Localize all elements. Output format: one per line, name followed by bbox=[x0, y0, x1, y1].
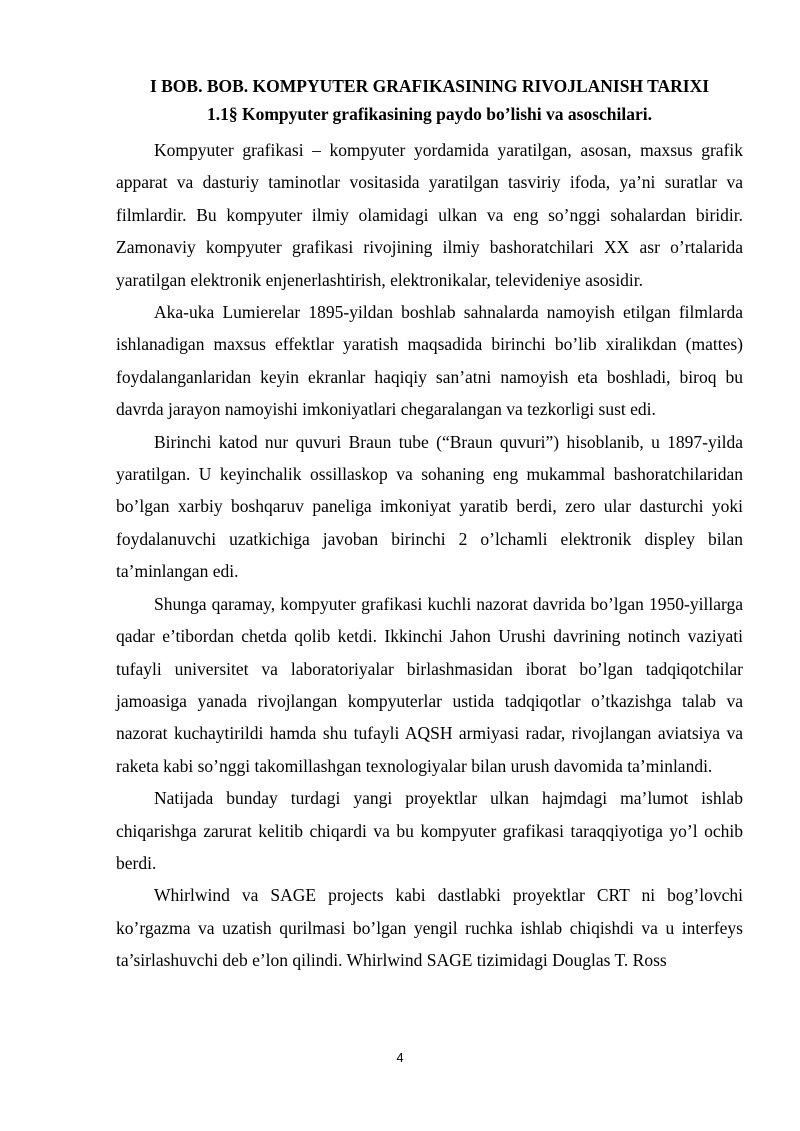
section-title: 1.1§ Kompyuter grafikasining paydo bo’lishi va asoschilari. bbox=[206, 104, 653, 124]
body-paragraph-1: Kompyuter grafikasi – kompyuter yordamida yaratilgan, asosan, maxsus grafik apparat va dasturiy taminotlar vositasida yaratilgan tasviriy ifoda, ya’ni suratlar va filmlardir. Bu kompyuter ilmiy olamidagi ulkan va eng so’nggi sohalardan biridir. Zamonaviy kompyuter grafikasi rivojining ilmiy bashoratchilari XX asr o’rtalarida yaratilgan elektronik enjenerlashtirish, elektronikalar, televideniye asosidir. bbox=[116, 140, 743, 290]
page-content bbox=[116, 72, 743, 977]
body-paragraph-2: Aka-uka Lumierelar 1895-yildan boshlab sahnalarda namoyish etilgan filmlarda ishlanadigan maxsus effektlar yaratish maqsadida birinchi bo’lib xiralikdan (mattes) foydalanganlaridan keyin ekranlar haqiqiy san’atni namoyish eta boshladi, biroq bu davrda jarayon namoyishi imkoniyatlari chegaralangan va tezkorligi sust edi. bbox=[116, 302, 743, 420]
chapter-title: I BOB. BOB. KOMPYUTER GRAFIKASINING RIVOJLANISH TARIXI bbox=[149, 76, 710, 96]
page-number: 4 bbox=[396, 1050, 404, 1065]
body-paragraph-3: Birinchi katod nur quvuri Braun tube (“Braun quvuri”) hisoblanib, u 1897-yilda yaratilgan. U keyinchalik ossillaskop va sohaning eng mukammal bashoratchilaridan bo’lgan xarbiy boshqaruv paneliga imkoniyat yaratib berdi, zero ular dasturchi yoki foydalanuvchi uzatkichiga javoban birinchi 2 o’lchamli elektronik displey bilan ta’minlangan edi. bbox=[116, 431, 743, 582]
body-paragraph-6: Whirlwind va SAGE projects kabi dastlabki proyektlar CRT ni bog’lovchi ko’rgazma va uzatish qurilmasi bo’lgan yengil ruchka ishlab chiqishdi va u interfeys ta’sirlashuvchi deb e’lon qilindi. Whirlwind SAGE tizimidagi Douglas T. Ross bbox=[116, 885, 743, 971]
body-paragraph-4: Shunga qaramay, kompyuter grafikasi kuchli nazorat davrida bo’lgan 1950-yillarga qadar e’tibordan chetda qolib ketdi. Ikkinchi Jahon Urushi davrining notinch vaziyati tufayli universitet va laboratoriyalar birlashmasidan iborat bo’lgan tadqiqotchilar jamoasiga yanada rivojlangan kompyuterlar ustida tadqiqotlar o’tkazishga talab va nazorat kuchaytirildi hamda shu tufayli AQSH armiyasi radar, rivojlangan aviatsiya va raketa kabi so’nggi takomillashgan texnologiyalar bilan urush davomida ta’minlandi. bbox=[116, 593, 743, 776]
body-paragraph-5: Natijada bunday turdagi yangi proyektlar ulkan hajmdagi ma’lumot ishlab chiqarishga zarurat kelitib chiqardi va bu kompyuter grafikasi taraqqiyotiga yo’l ochib berdi. bbox=[116, 788, 743, 873]
